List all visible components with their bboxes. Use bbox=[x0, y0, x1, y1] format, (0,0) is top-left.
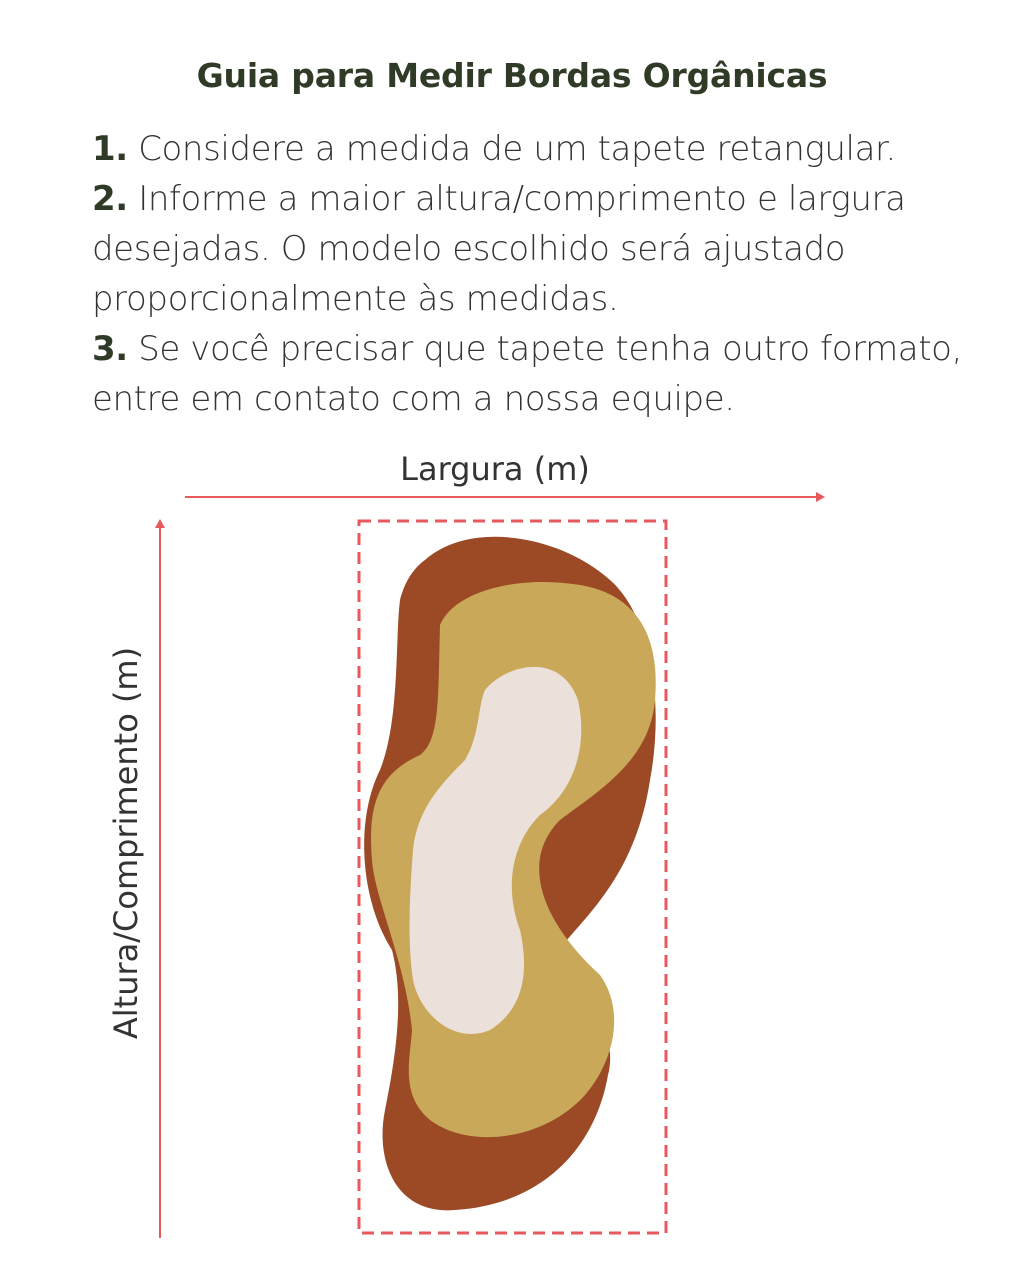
organic-rug-image bbox=[364, 537, 656, 1211]
step-3-text: Se você precisar que tapete tenha outro formato, entre em contato com a nossa equipe. bbox=[92, 329, 962, 419]
step-1-number: 1. bbox=[92, 129, 128, 169]
height-arrow-head bbox=[155, 519, 165, 528]
width-arrow-head bbox=[816, 492, 825, 502]
step-3-number: 3. bbox=[92, 329, 128, 369]
width-arrow bbox=[185, 492, 825, 502]
step-2-number: 2. bbox=[92, 179, 128, 219]
height-label: Altura/Comprimento (m) bbox=[107, 646, 145, 1040]
width-label: Largura (m) bbox=[400, 450, 590, 488]
height-arrow bbox=[155, 519, 165, 1238]
step-2-text: Informe a maior altura/comprimento e largura desejadas. O modelo escolhido será ajustado proporcionalmente às medidas. bbox=[92, 179, 906, 319]
step-1-text: Considere a medida de um tapete retangular. bbox=[127, 129, 896, 169]
page-title: Guia para Medir Bordas Orgânicas bbox=[196, 56, 828, 95]
